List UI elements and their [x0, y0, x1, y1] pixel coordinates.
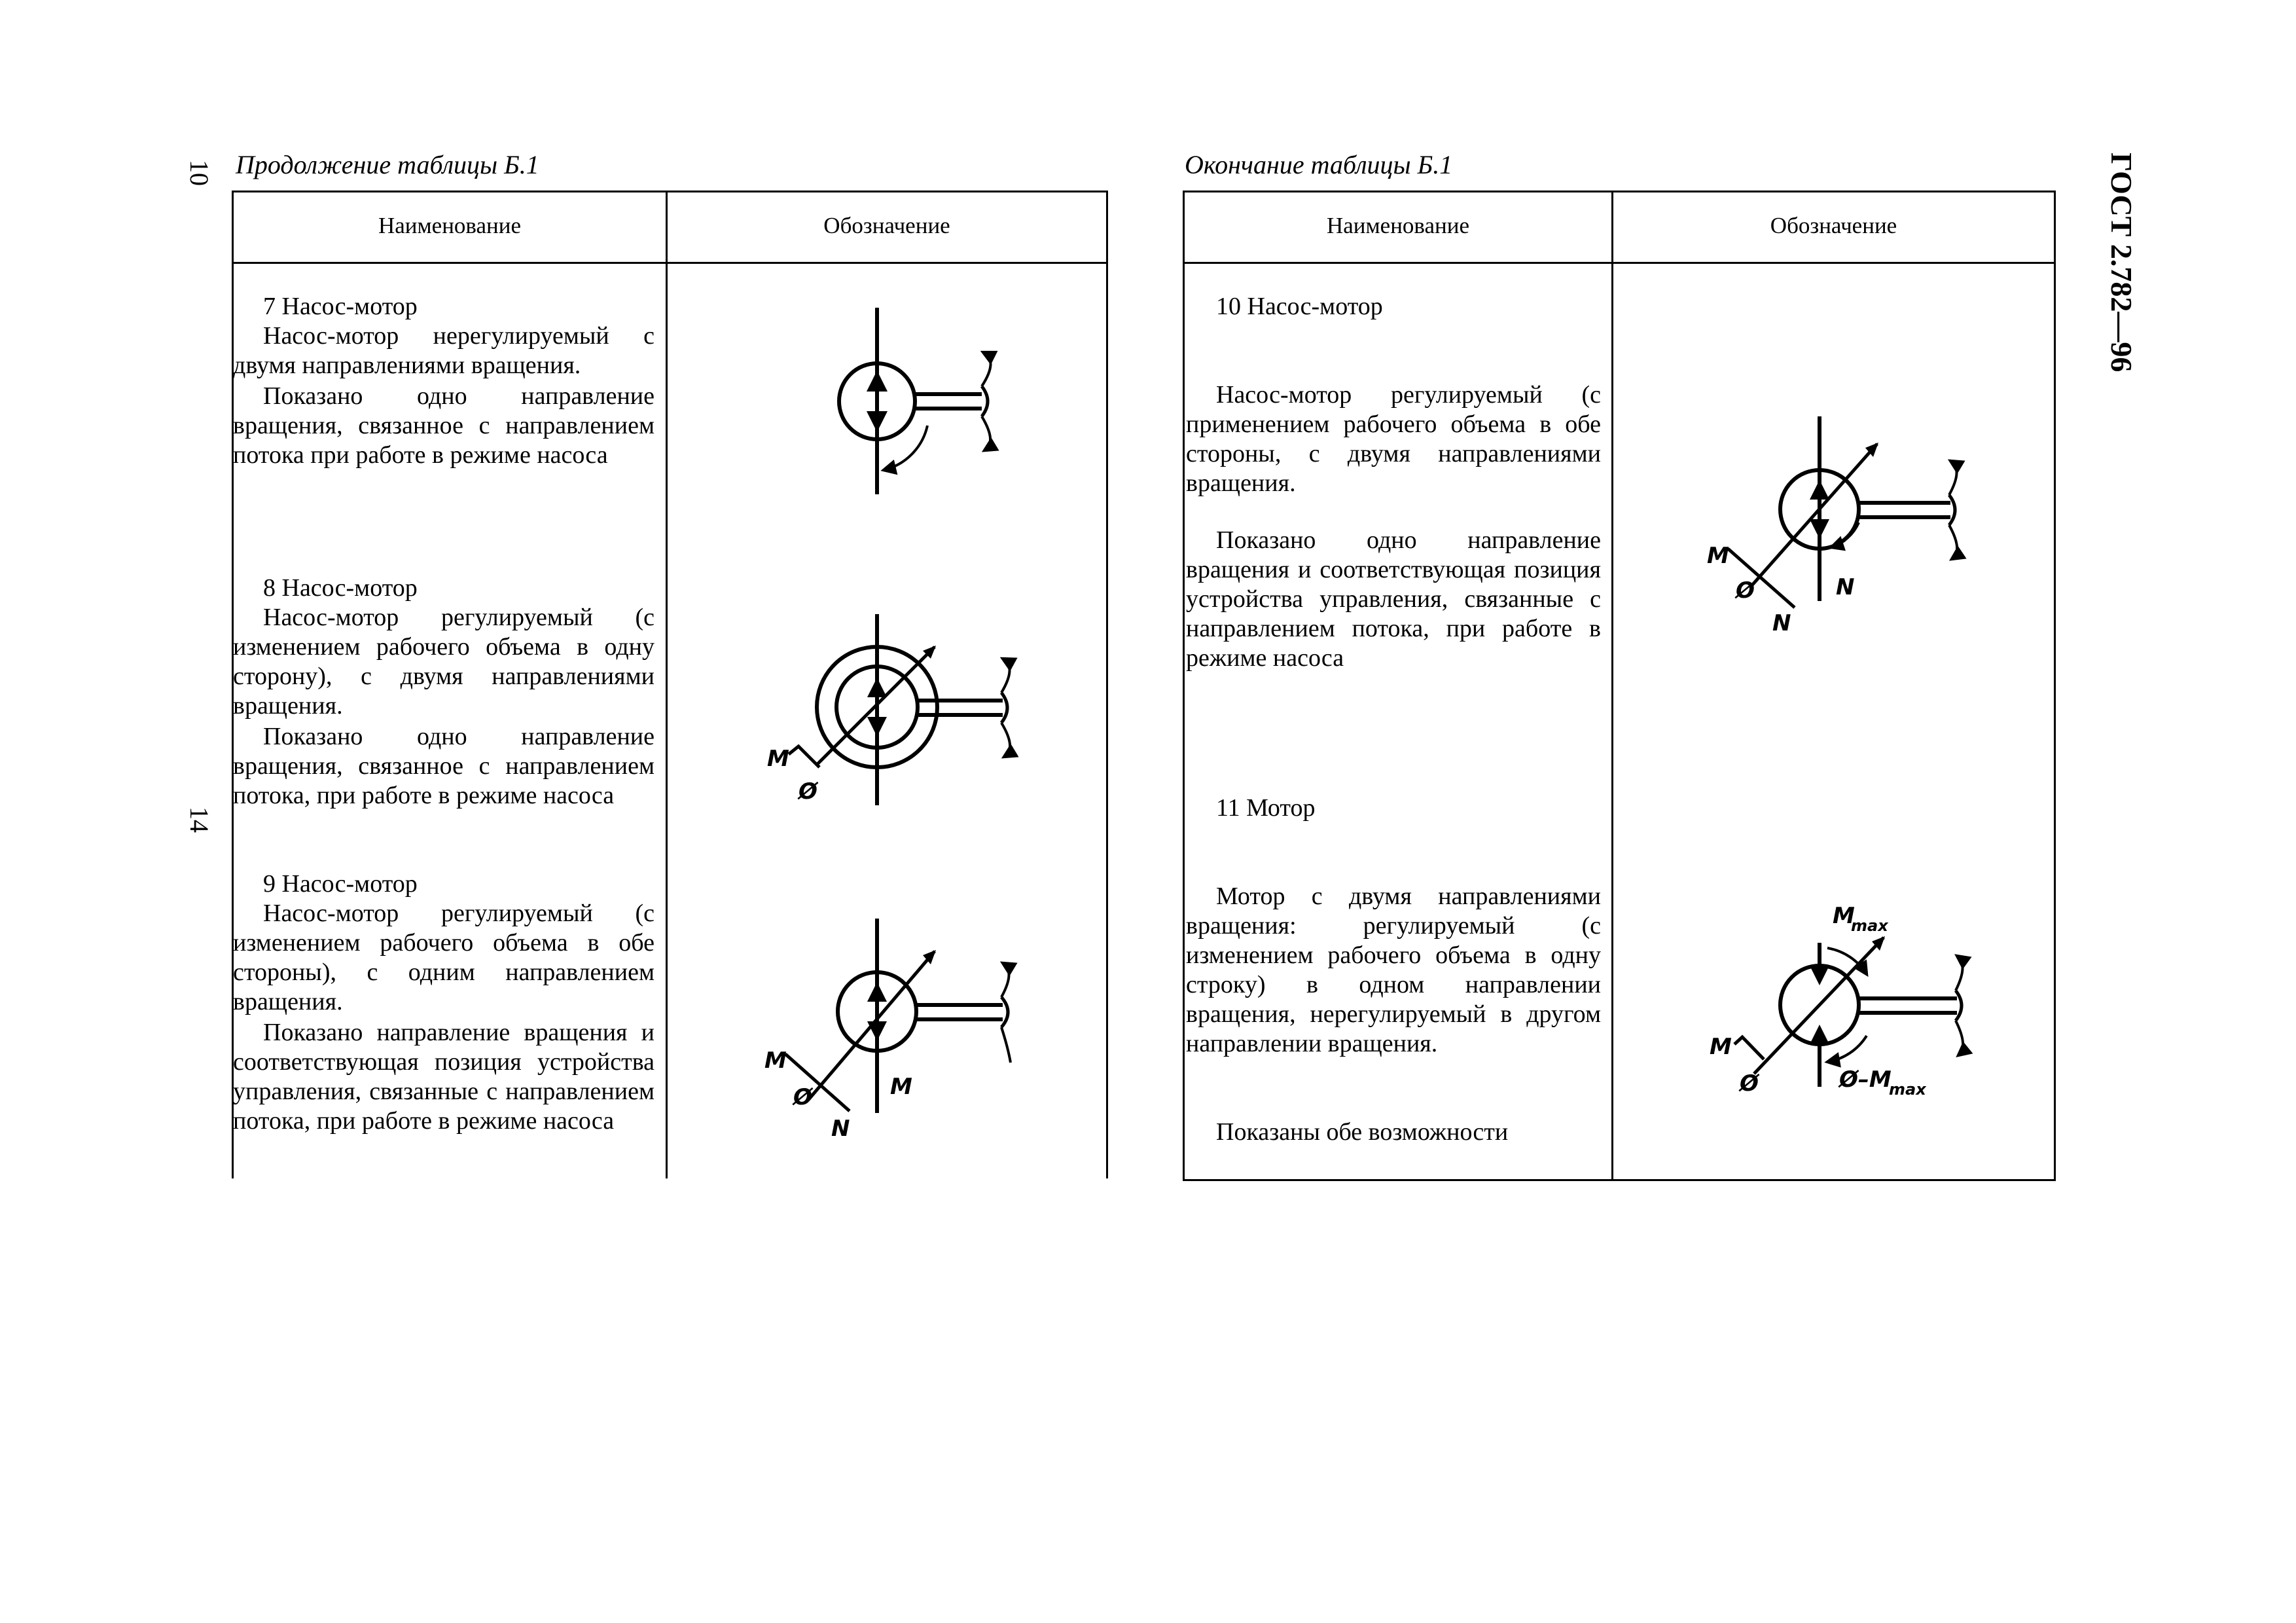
motor-two-directions-symbol: [1702, 897, 1977, 1113]
table-row-7-text: [233, 292, 655, 470]
label-n2: N: [1836, 574, 1855, 600]
row-description: Насос-мотор регулируемый (с изменением рабочего объема в одну сторону), с двумя направлениями вращения.: [233, 604, 655, 720]
right-table-caption: Окончание таблицы Б.1: [1185, 150, 1453, 179]
label-m: M: [1710, 1034, 1732, 1060]
table-row-9-text: [233, 869, 655, 1136]
table-row-10-text: [1186, 292, 1601, 673]
table-rule: [1183, 191, 1185, 1181]
label-n: N: [1772, 610, 1791, 636]
row-note: Показано одно направление вращения, связанное с направлением потока, при работе в режиме насоса: [233, 723, 655, 809]
label-zero-mmax-sub: max: [1889, 1080, 1926, 1099]
table-row-11-text: [1186, 793, 1601, 1147]
row-description: Насос-мотор нерегулируемый с двумя направлениями вращения.: [233, 322, 655, 379]
table-rule: [1183, 1179, 2056, 1181]
pump-motor-variable-two-directions-symbol: [1702, 411, 1970, 637]
label-m: M: [767, 746, 789, 772]
row-title: 7 Насос-мотор: [263, 293, 418, 320]
label-zero: Ø: [1736, 577, 1755, 604]
standard-designation: ГОСТ 2.782—96: [2105, 153, 2138, 373]
pump-motor-variable-one-way-symbol: [759, 609, 1021, 818]
left-header-name: Наименование: [378, 213, 522, 238]
table-rule: [1183, 191, 2056, 192]
left-header-symbol: Обозначение: [823, 213, 950, 238]
right-header-name: Наименование: [1326, 213, 1470, 238]
left-table-caption: Продолжение таблицы Б.1: [236, 150, 539, 179]
label-m2: M: [890, 1074, 912, 1100]
row-title: 9 Насос-мотор: [263, 870, 418, 898]
row-description: Насос-мотор регулируемый (с применением рабочего объема в обе стороны, с двумя направлениями вращения.: [1186, 381, 1601, 497]
label-m: M: [764, 1048, 787, 1074]
row-title: 10 Насос-мотор: [1216, 293, 1383, 320]
table-rule: [232, 262, 1108, 264]
page-number-middle: 14: [185, 807, 214, 833]
label-n: N: [831, 1116, 850, 1142]
label-zero: Ø: [1740, 1070, 1759, 1097]
label-zero: Ø: [793, 1084, 812, 1110]
table-rule: [666, 191, 668, 1178]
row-note: Показано одно направление вращения и соответствующая позиция устройства управления, связанные с направлением потока, при работе в режиме насоса: [1186, 526, 1601, 672]
row-note: Показаны обе возможности: [1216, 1118, 1509, 1146]
row-note: Показано направление вращения и соответствующая позиция устройства управления, связанные с направлением потока, при работе в режиме насоса: [233, 1019, 655, 1135]
table-rule: [2054, 191, 2056, 1181]
table-rule: [232, 191, 1108, 192]
row-description: Мотор с двумя направлениями вращения: регулируемый (с изменением рабочего объема в одну строку) в одном направлении вращения, нерегулируемый в другом направлении вращения.: [1186, 883, 1601, 1057]
pump-motor-fixed-symbol: [785, 295, 1021, 511]
table-rule: [1611, 191, 1613, 1181]
table-row-8-text: [233, 574, 655, 811]
label-mmax-sub: max: [1851, 917, 1888, 935]
pump-motor-variable-both-ways-symbol: [759, 913, 1021, 1142]
label-zero: Ø: [798, 778, 817, 805]
right-header-symbol: Обозначение: [1770, 213, 1897, 238]
label-zero-mmax: Ø–M: [1839, 1067, 1892, 1093]
row-title: 11 Мотор: [1216, 794, 1316, 822]
table-rule: [1106, 191, 1108, 1178]
row-note: Показано одно направление вращения, связанное с направлением потока при работе в режиме насоса: [233, 382, 655, 469]
row-title: 8 Насос-мотор: [263, 574, 418, 602]
page-number-top: 10: [185, 160, 214, 186]
label-mmax: M: [1833, 903, 1855, 929]
row-description: Насос-мотор регулируемый (с изменением рабочего объема в обе стороны), с одним направлением вращения.: [233, 900, 655, 1015]
table-rule: [1183, 262, 2056, 264]
label-m: M: [1707, 543, 1729, 569]
